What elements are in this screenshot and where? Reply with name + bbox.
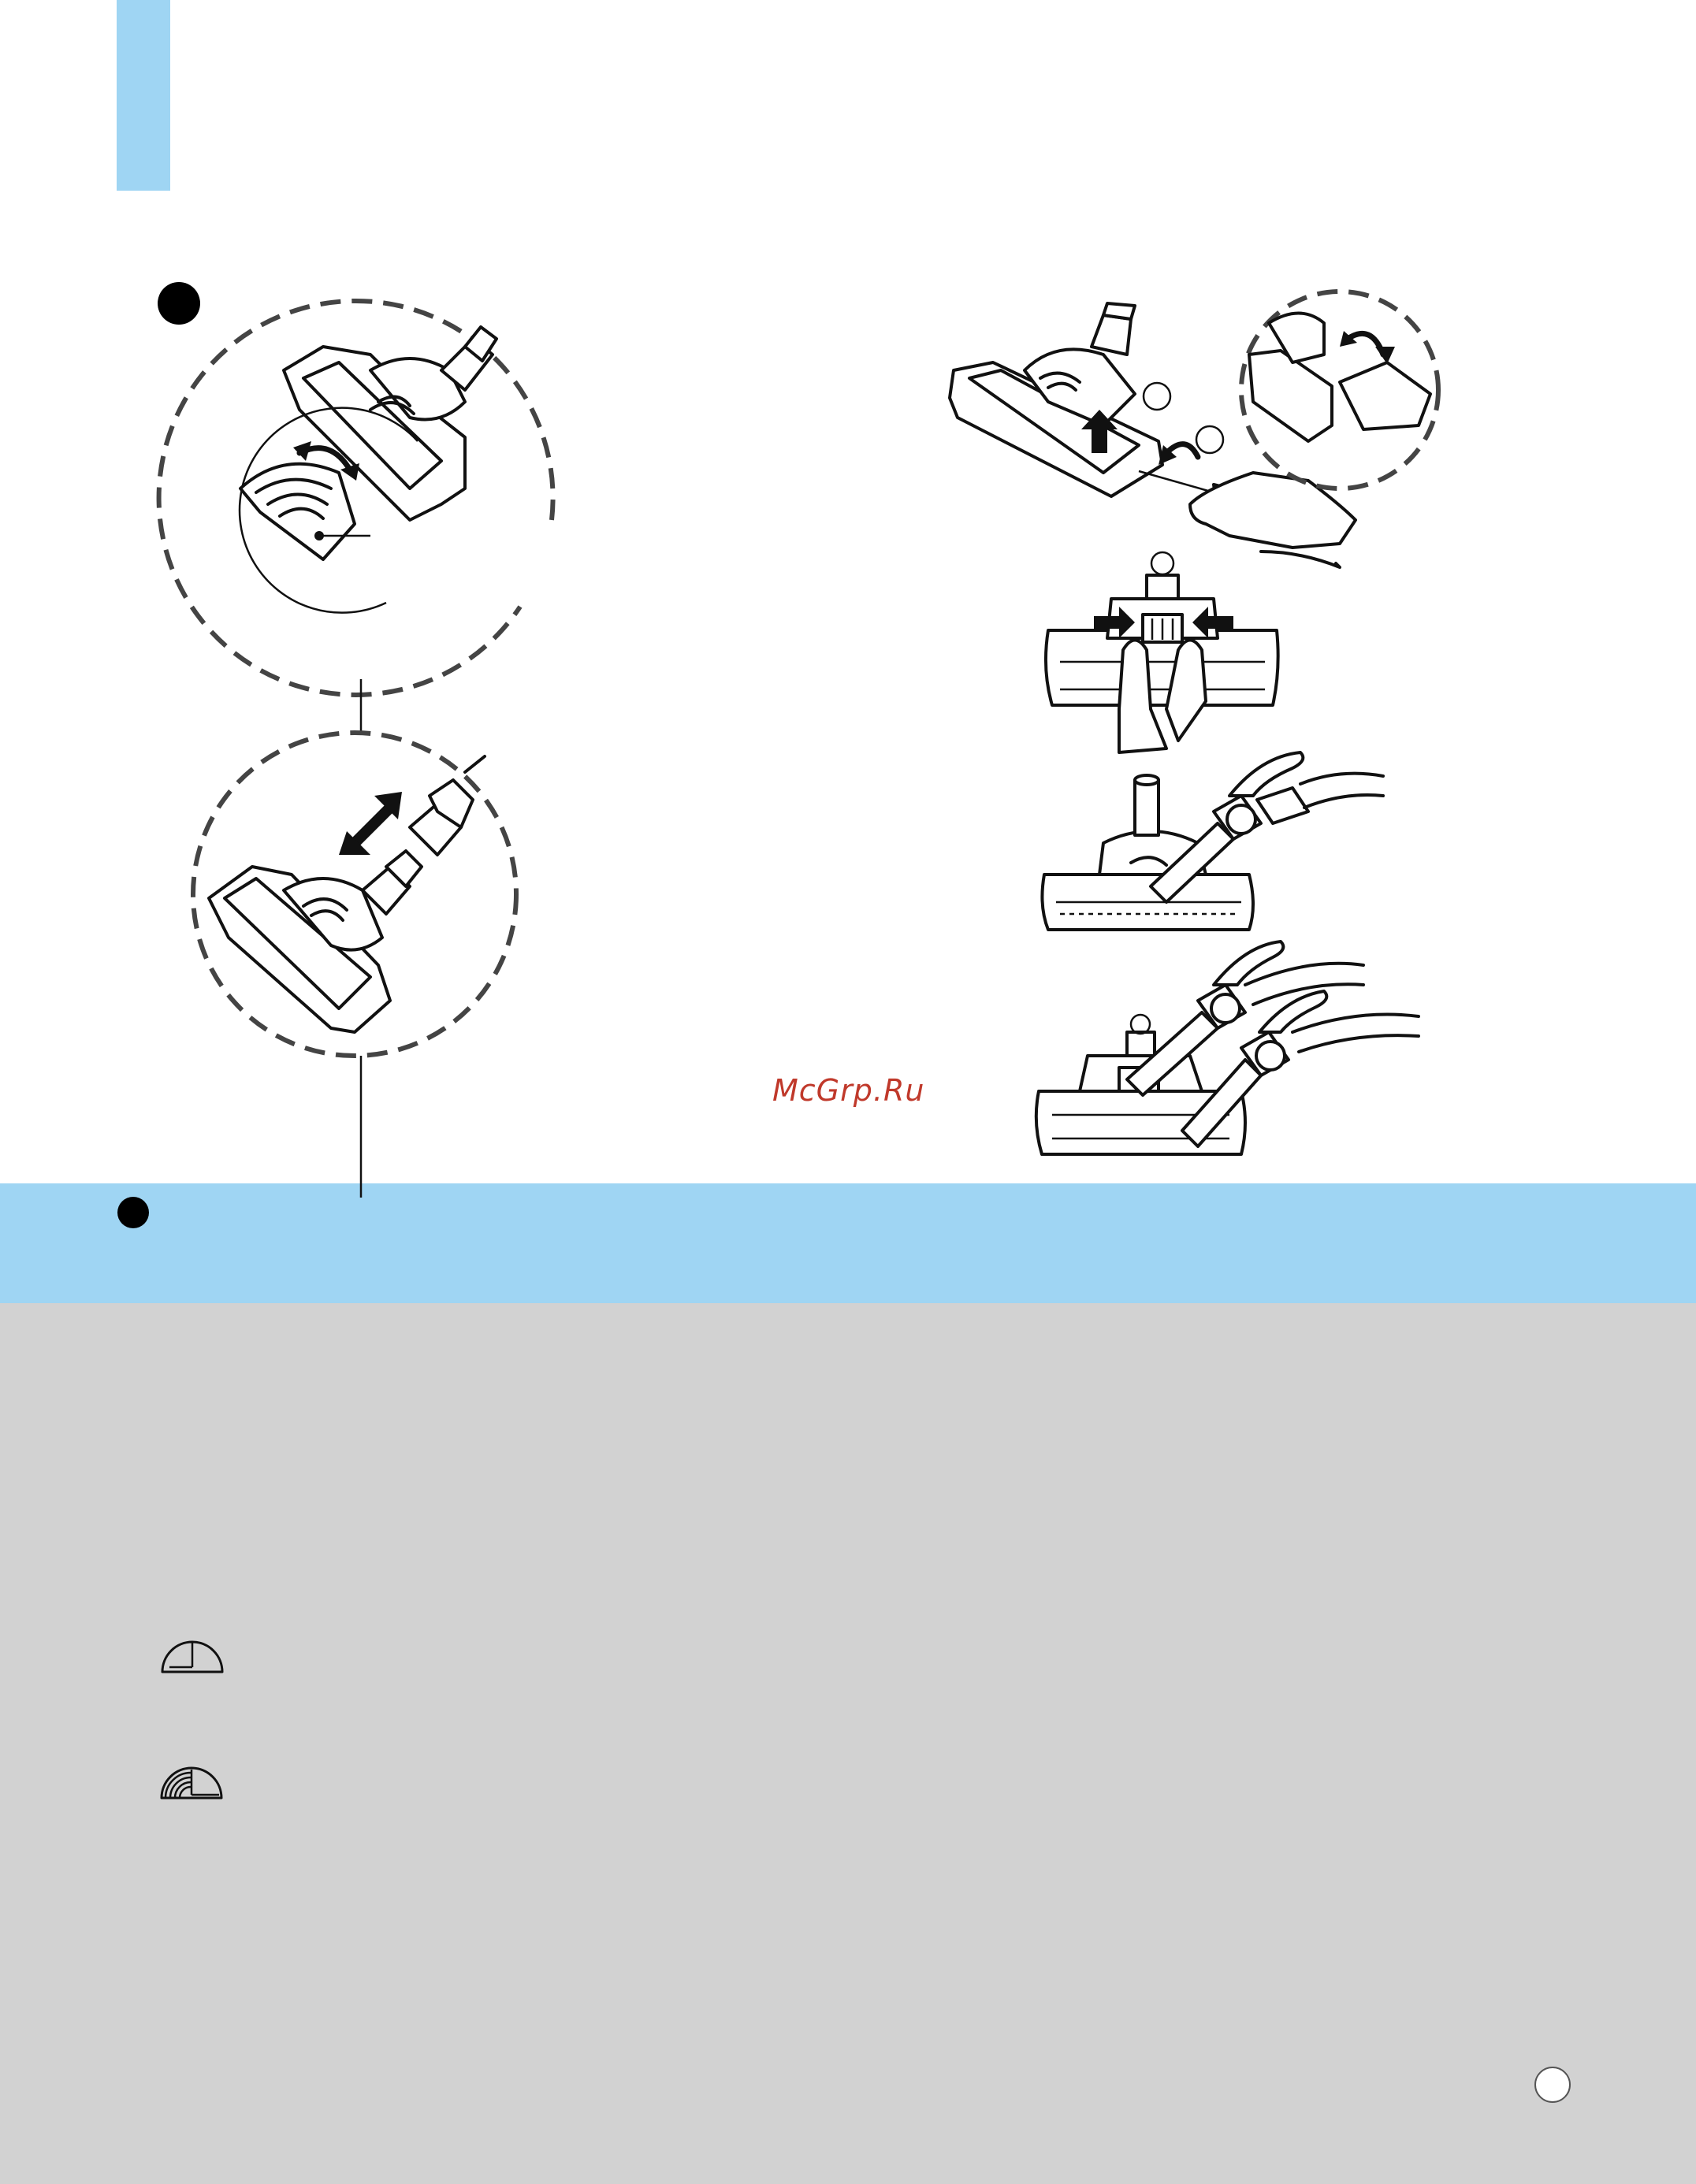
brush-cover-release [1046, 552, 1278, 752]
nozzle-attach-detail [193, 733, 516, 1198]
hose-cleaning-nozzle [1042, 752, 1383, 930]
floor-mode-icon [162, 1642, 222, 1672]
brush-remove-screwdriver [950, 292, 1438, 567]
carpet-mode-icon [162, 1768, 221, 1798]
page-number-circle [1534, 2067, 1571, 2103]
nozzle-selector-detail [159, 301, 553, 733]
hose-cleaning-two-positions [1036, 942, 1419, 1154]
watermark: McGrp.Ru [772, 1073, 925, 1108]
